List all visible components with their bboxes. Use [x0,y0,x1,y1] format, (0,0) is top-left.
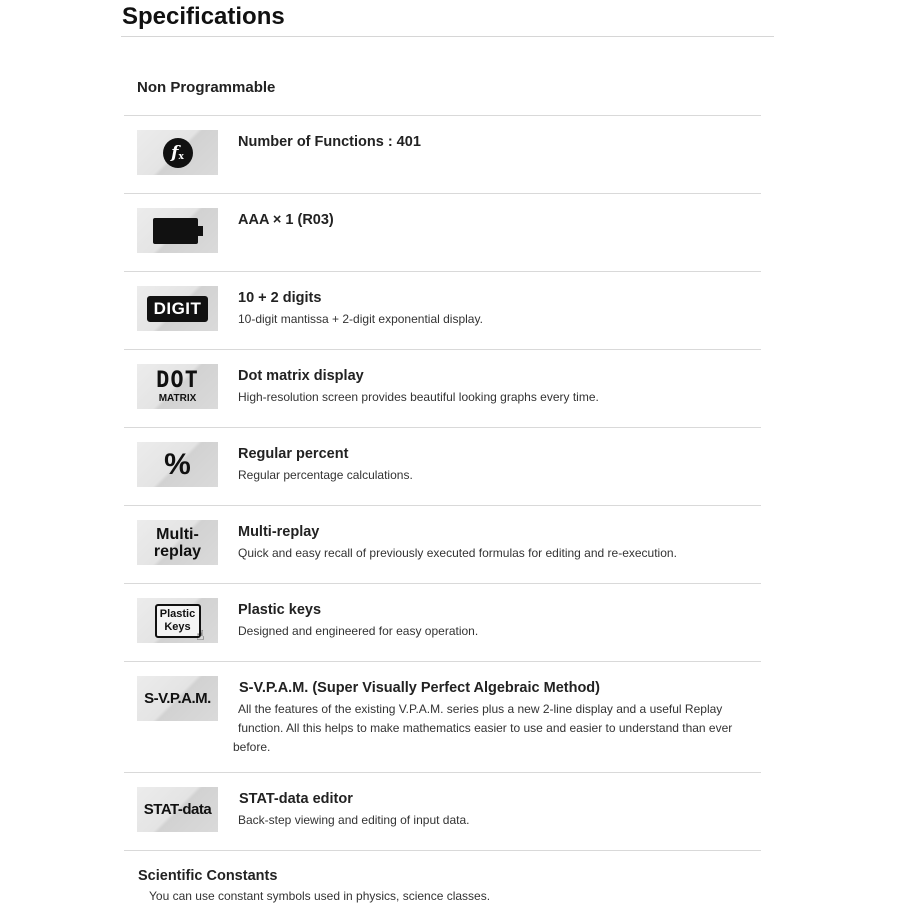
digit-icon: DIGIT [137,286,218,331]
feature-title: Dot matrix display [238,368,364,384]
category-heading: Non Programmable [137,79,276,96]
feature-title: STAT-data editor [239,791,353,807]
feature-row-stat-data [124,772,761,851]
feature-description: Back-step viewing and editing of input data. [238,813,470,827]
title-divider [121,36,774,37]
feature-description: 10-digit mantissa + 2-digit exponential display. [238,312,483,326]
battery-icon [137,208,218,253]
feature-title: AAA × 1 (R03) [238,212,334,228]
feature-title: Regular percent [238,446,349,462]
hand-pointer-icon: ☝ [195,626,205,643]
feature-description: High-resolution screen provides beautiful looking graphs every time. [238,390,599,404]
percent-icon: % [137,442,218,487]
feature-description: Designed and engineered for easy operation. [238,624,479,638]
feature-title: Plastic keys [238,602,322,618]
feature-title: S-V.P.A.M. (Super Visually Perfect Algebraic Method) [239,680,600,696]
feature-row-functions [124,115,761,193]
stat-data-icon: STAT-data [137,787,218,832]
feature-row-battery [124,193,761,271]
feature-description: Regular percentage calculations. [238,468,413,482]
feature-description: All the features of the existing V.P.A.M. series plus a new 2-line display and a useful Replay function. All this helps to make mathematics easier to use and easier to understand than ever before. [233,702,733,754]
feature-description: Quick and easy recall of previously executed formulas for editing and re-execution. [238,546,677,560]
dot-matrix-icon: DOT MATRIX [137,364,218,409]
feature-title: Multi-replay [238,524,320,540]
feature-title: Number of Functions : 401 [238,134,421,150]
page-title: Specifications [122,3,285,30]
scientific-constants-description: You can use constant symbols used in physics, science classes. [149,889,491,903]
multi-replay-icon: Multi- replay [137,520,218,565]
feature-row-plastic-keys [124,583,761,661]
scientific-constants-title: Scientific Constants [138,868,278,884]
feature-row-percent [124,427,761,505]
feature-title: 10 + 2 digits [238,290,322,306]
feature-row-dot-matrix [124,349,761,427]
feature-row-multi-replay [124,505,761,583]
feature-row-digits [124,271,761,349]
plastic-keys-icon: Plastic Keys ☝ [137,598,218,643]
function-icon: f x [137,130,218,175]
feature-row-svpam [124,661,761,772]
svpam-icon: S-V.P.A.M. [137,676,218,721]
